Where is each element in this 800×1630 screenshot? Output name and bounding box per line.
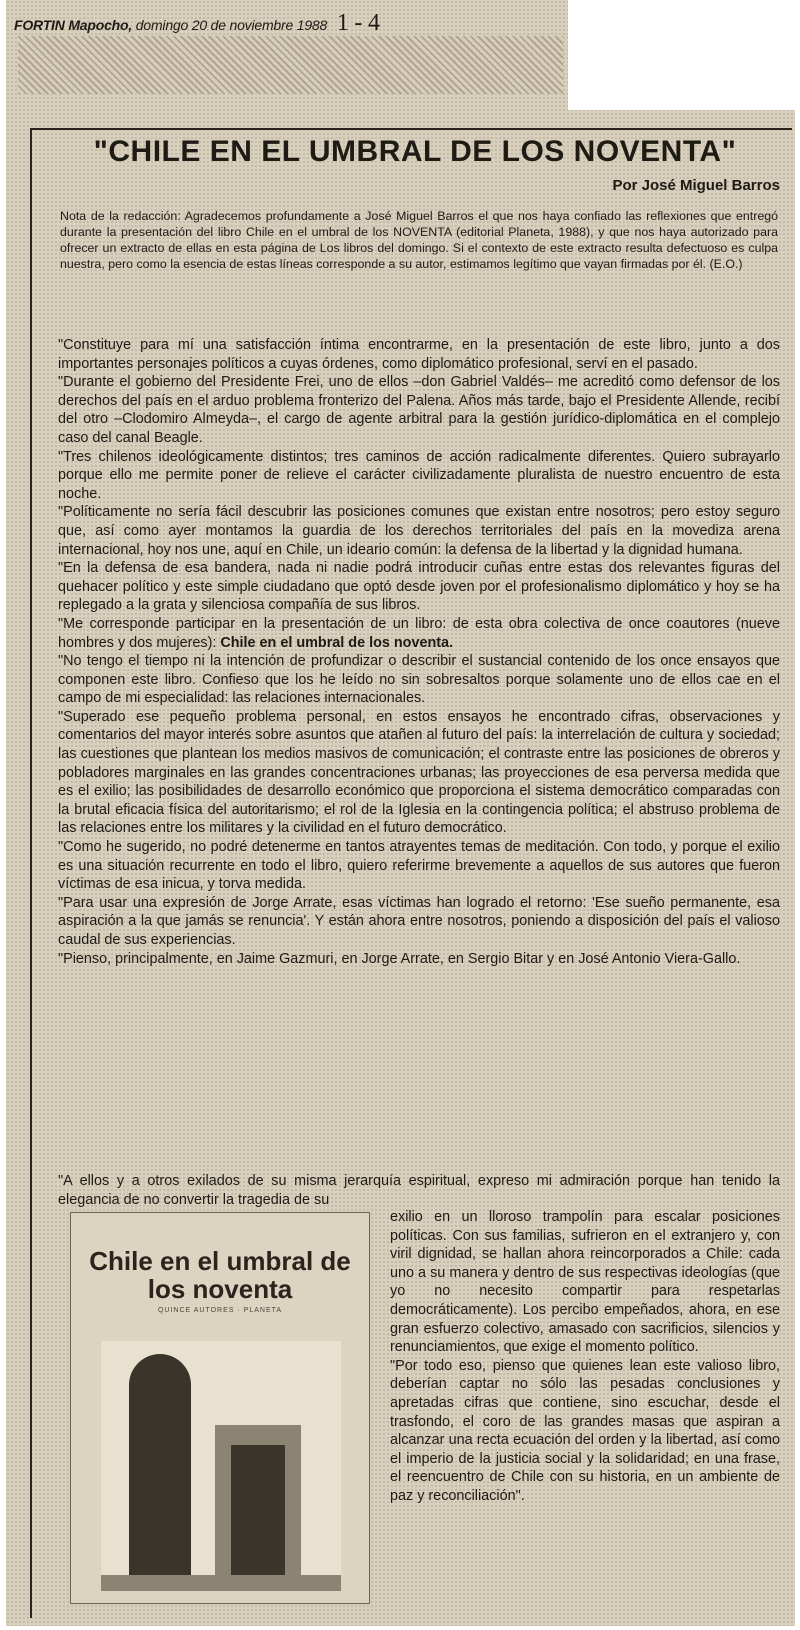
editor-note: Nota de la redacción: Agradecemos profundamente a José Miguel Barros el que nos haya confiado las reflexiones que entregó durante la presentación del libro Chile en el umbral de los NOVENTA (editorial Planeta, 1988), y que nos haya autorizado para ofrecer un extracto de ellas en esta página de Los libros del domingo. Si el contexto de este extracto resulta defectuoso es culpa nuestra, pero como la esencia de estas líneas corresponde a su autor, estimamos legítimo que vayan firmadas por él. (E.O.) [60,209,778,271]
newspaper-name: FORTIN Mapocho, [14,17,133,33]
article-body [58,336,780,968]
presentation-lead: "Me corresponde participar en la presentación de un libro: de esta obra colectiva de once coautores (nueve hombres y dos mujeres): [58,615,780,651]
byline: Por José Miguel Barros [612,177,780,194]
art-figure-inner [231,1445,285,1581]
printed-band [18,36,563,94]
exile-paragraph-lead: "A ellos y a otros exilados de su misma jerarquía espiritual, expreso mi admiración porque han tenido la elegancia de no convertir la tragedia de su [58,1173,780,1208]
paragraph-presentation [58,615,780,652]
blank-corner [568,0,800,110]
paragraph: "No tengo el tiempo ni la intención de profundizar o describir el sustancial contenido de los once ensayos que componen este libro. Confieso que los he leído no sin sobresaltos porque solamente uno de ellos cae en el campo de mi especialidad: las relaciones internacionales. [58,653,780,707]
article-title: "CHILE EN EL UMBRAL DE LOS NOVENTA" [93,135,737,168]
book-cover-image [70,1212,370,1604]
paragraph: "En la defensa de esa bandera, nada ni nadie podrá introducir cuñas entre estas dos relevantes figuras del quehacer político y este simple ciudadano que optó desde joven por el profesionalismo diplomático y hoy se ha replegado a la grata y silenciosa compañía de sus libros. [58,560,780,614]
publication-date: domingo 20 de noviembre 1988 [135,17,328,33]
paragraph: "Constituye para mí una satisfacción íntima encontrarme, en la presentación de este libro, junto a dos importantes personajes políticos a cuyas órdenes, como diplomático profesional, serví en el pasado. [58,337,780,372]
paragraph: "Para usar una expresión de Jorge Arrate, esas víctimas han logrado el retorno: 'Ese sueño permanente, esa aspiración a la que jamás se renuncia'. Y están ahora entre nosotros, poniendo a disposición del país el valioso caudal de sus experiencias. [58,894,780,948]
paragraph: "Políticamente no sería fácil descubrir las posiciones comunes que existan entre nosotros; pero estoy seguro que, así como ayer montamos la guardia de los derechos territoriales del país en la movediza arena internacional, hoy nos une, aquí en Chile, un ideario común: la defensa de la libertad y la dignidad humana. [58,504,780,558]
paragraph: "Como he sugerido, no podré detenerme en tantos atrayentes temas de meditación. Con todo, y porque el exilio es una situación recurrente en todo el libro, quiero referirme brevemente a aquellos de sus autores que fueron víctimas de esa inicua, y torva medida. [58,839,780,893]
masthead [14,10,554,37]
paragraph: exilio en un lloroso trampolín para escalar posiciones políticas. Con sus familias, sufrieron en el extranjero y, con viril dignidad, se hallan ahora reincorporados a Chile: cada uno a su manera y dentro de sus respectivas ideologías (que yo no necesito compartir para respetarlas democráticamente). Los percibo empeñados, ahora, en ese gran esfuerzo colectivo, amasado con sacrificios, silencios y renunciamientos, que exige el momento político. [390,1209,780,1356]
paragraph: "Durante el gobierno del Presidente Frei, uno de ellos –don Gabriel Valdés– me acreditó como defensor de los derechos del país en el arduo problema fronterizo del Palena. Años más tarde, bajo el Presidente Allende, recibí del otro –Clodomiro Almeyda–, el cargo de agente arbitral para la gestión jurídico-diplomática en el complejo caso del canal Beagle. [58,374,780,446]
paragraph: "Pienso, principalmente, en Jaime Gazmuri, en Jorge Arrate, en Sergio Bitar y en José Antonio Viera-Gallo. [58,950,741,967]
paragraph: "Por todo eso, pienso que quienes lean este valioso libro, deberían captar no sólo las pesadas conclusiones y apretadas cifras que contiene, sino escuchar, desde el trasfondo, el coro de las grandes masas que aspiran a alcanzar una recta ecuación del orden y la libertad, así como el imperio de la justicia social y la solidaridad; en una frase, el reencuentro de Chile con su historia, en un ambiente de paz y reconciliación". [390,1357,780,1504]
book-cover-subtitle: QUINCE AUTORES · PLANETA [157,1307,283,1314]
paragraph: "Tres chilenos ideológicamente distintos; tres caminos de acción radicalmente diferentes. Quiero subrayarlo porque ello me permite poner de relieve el carácter civilizadamente pluralista de nuestro encuentro de esta noche. [58,448,780,502]
paragraph: "Superado ese pequeño problema personal, en estos ensayos he encontrado cifras, observaciones y comentarios del mayor interés sobre asuntos que atañen al futuro del país: la interrelación de cultura y sociedad; las cuestiones que plantean los medios masivos de comunicación; el contraste entre las posiciones de obreros y pobladores marginales en las grandes concentraciones urbanas; las proyecciones de esa perversa medida que es el exilio; las posibilidades de desarrollo económico que proporciona el sistema democrático comparadas con la brutal eficacia física del autoritarismo; el rol de la Iglesia en la contingencia política; el abstruso problema de las relaciones entre los militares y la civilidad en el futuro democrático. [58,708,780,837]
book-cover-art [101,1341,341,1591]
right-column [390,1208,780,1506]
book-cover-title: Chile en el umbral de los noventa [89,1246,351,1304]
art-ground [101,1575,341,1591]
book-title-inline: Chile en el umbral de los noventa. [220,634,454,651]
art-figure-head [129,1354,191,1416]
handwritten-mark: 1 - 4 [336,10,380,36]
